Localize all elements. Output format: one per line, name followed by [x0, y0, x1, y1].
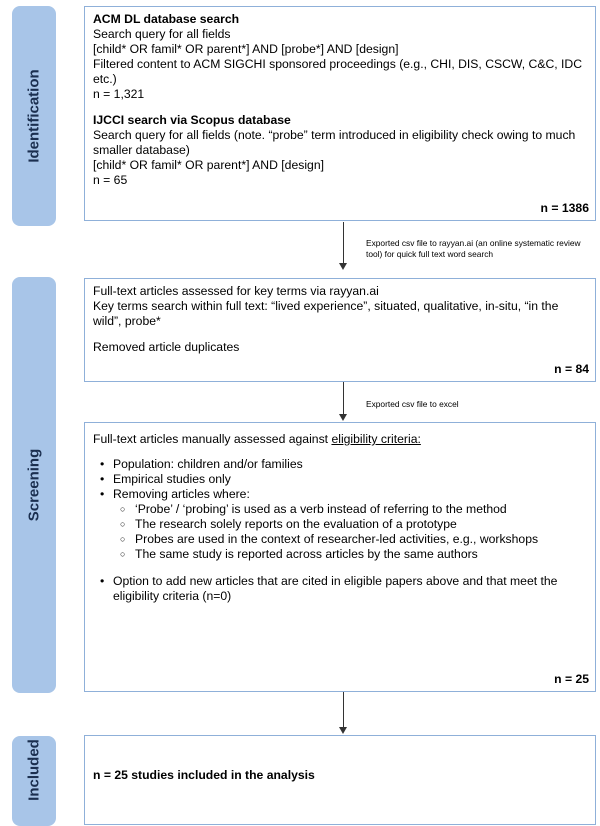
eligibility-box	[84, 422, 596, 692]
flow-arrow-1-head	[339, 263, 347, 270]
stage-included-label: Included	[25, 739, 43, 801]
extra-criteria-text: Option to add new articles that are cited in eligible papers above and that meet the eligibility criteria (n=0)	[113, 574, 558, 603]
flow-arrow-2	[343, 382, 344, 415]
ijcci-search-title: IJCCI search via Scopus database	[93, 113, 291, 127]
criteria-item	[113, 472, 587, 487]
eligibility-criteria-label: eligibility criteria:	[331, 432, 421, 446]
criteria-list	[93, 457, 587, 562]
acm-search-line: Search query for all fields	[93, 27, 231, 41]
flow-arrow-1	[343, 222, 344, 264]
criteria-text: Removing articles where:	[113, 487, 250, 501]
flow-arrow-2-head	[339, 414, 347, 421]
acm-search-count: n = 1,321	[93, 87, 145, 101]
included-text: n = 25 studies included in the analysis	[93, 768, 315, 782]
fulltext-assessment-box	[84, 278, 596, 382]
criteria-item	[113, 457, 587, 472]
sub-criteria-text: The research solely reports on the evaluation of a prototype	[135, 517, 457, 531]
flow-arrow-1-note: Exported csv file to rayyan.ai (an online systematic review tool) for quick full text word search	[366, 238, 581, 259]
fulltext-line: Key terms search within full text: “lived experience”, situated, qualitative, in-situ, “in the wild”, probe*	[93, 299, 559, 328]
sub-criteria-text: Probes are used in the context of researcher-led activities, e.g., workshops	[135, 532, 539, 546]
identification-box	[84, 6, 596, 221]
sub-criteria-item	[135, 532, 587, 547]
stage-screening-label: Screening	[25, 448, 43, 522]
fulltext-count: n = 84	[554, 362, 589, 376]
criteria-item	[113, 487, 587, 562]
sub-criteria-item	[135, 502, 587, 517]
eligibility-intro	[93, 432, 587, 447]
eligibility-count: n = 25	[554, 672, 589, 686]
sub-criteria-text: ‘Probe’ / ‘probing’ is used as a verb instead of referring to the method	[135, 502, 507, 516]
extra-criteria-list	[93, 574, 587, 604]
stage-included	[12, 736, 56, 826]
acm-search-line: [child* OR famil* OR parent*] AND [probe*] AND [design]	[93, 42, 399, 56]
flow-arrow-3-head	[339, 727, 347, 734]
eligibility-intro-text: Full-text articles manually assessed against	[93, 432, 329, 446]
ijcci-search-line: [child* OR famil* OR parent*] AND [design]	[93, 158, 324, 172]
sub-criteria-item	[135, 547, 587, 562]
criteria-text: Population: children and/or families	[113, 457, 303, 471]
fulltext-line: Full-text articles assessed for key terms via rayyan.ai	[93, 284, 379, 298]
identification-total-count: n = 1386	[540, 201, 589, 215]
flow-arrow-3	[343, 692, 344, 728]
criteria-item	[113, 574, 587, 604]
sub-criteria-text: The same study is reported across articles by the same authors	[135, 547, 478, 561]
ijcci-search-line: Search query for all fields (note. “probe” term introduced in eligibility check owing to much smaller database)	[93, 128, 576, 157]
sub-criteria-list	[113, 502, 587, 562]
stage-identification-label: Identification	[25, 69, 43, 163]
sub-criteria-item	[135, 517, 587, 532]
stage-screening	[12, 277, 56, 693]
acm-search-title: ACM DL database search	[93, 12, 240, 26]
stage-identification	[12, 6, 56, 226]
duplicates-removed-text: Removed article duplicates	[93, 340, 240, 354]
criteria-text: Empirical studies only	[113, 472, 231, 486]
acm-search-line: Filtered content to ACM SIGCHI sponsored proceedings (e.g., CHI, DIS, CSCW, C&C, IDC etc.)	[93, 57, 583, 86]
ijcci-search-count: n = 65	[93, 173, 128, 187]
flow-arrow-2-note: Exported csv file to excel	[366, 399, 459, 409]
